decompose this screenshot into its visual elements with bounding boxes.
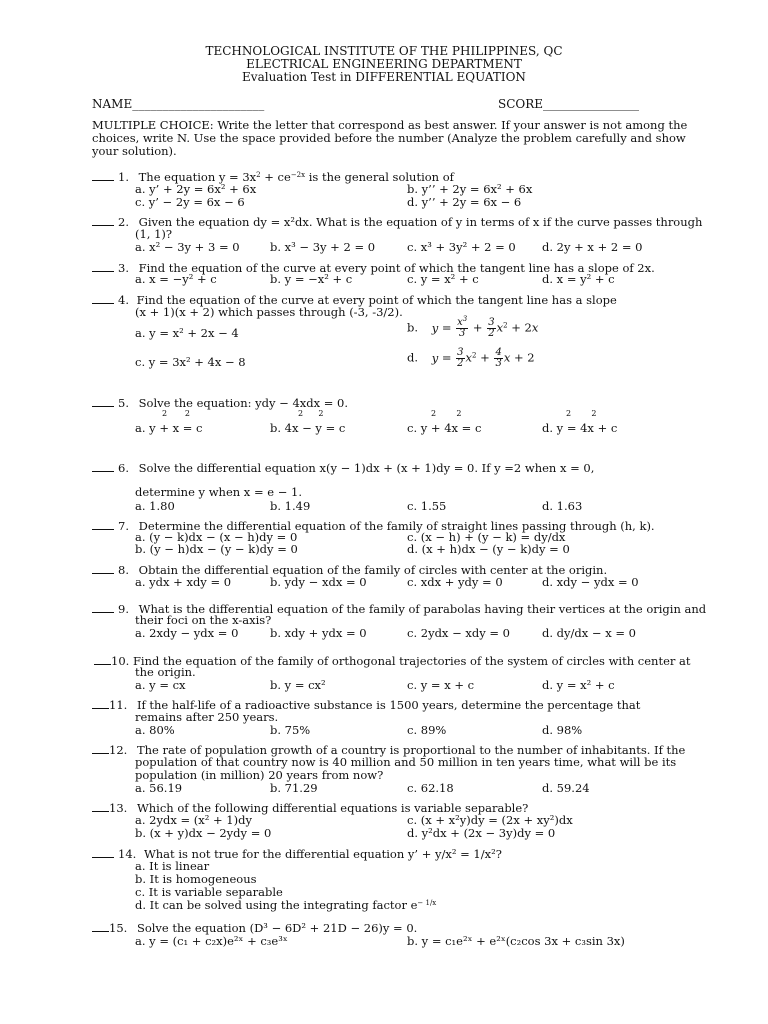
answer-blank[interactable] [92,801,109,812]
q10-choice-c[interactable]: c. y = x + c [407,678,475,692]
q13-choice-a[interactable]: a. 2ydx = (x² + 1)dy [135,813,252,827]
institution-name: TECHNOLOGICAL INSTITUTE OF THE PHILIPPINES, QC [205,44,563,58]
question-13: 13. Which of the following differential equations is variable separable? [92,801,528,815]
q4-choice-d[interactable]: d. y = $\frac{3}{2}$ $x^2$ + $\frac{4}{3}$ x + 2 [407,347,535,369]
q12-stem-cont: population (in million) 20 years from now? [135,768,384,782]
instructions-line-1: MULTIPLE CHOICE: Write the letter that correspond as best answer. If your answer is not among the [92,118,688,132]
q5-exponent-marks: 2 2 [162,409,190,418]
question-2: 2. Given the equation dy = x²dx. What is the equation of y in terms of x if the curve passes through [92,215,702,229]
q10-choice-a[interactable]: a. y = cx [135,678,186,692]
q14-choice-d[interactable]: d. It can be solved using the integrating factor $e^{- 1/x}$ [135,898,437,912]
answer-blank[interactable] [92,215,114,226]
q6-choice-b[interactable]: b. 1.49 [270,499,311,513]
question-11: 11. If the half-life of a radioactive substance is 1500 years, determine the percentage that [92,698,640,712]
q11-choice-c[interactable]: c. 89% [407,723,447,737]
q12-choice-d[interactable]: d. 59.24 [542,781,590,795]
q8-choice-c[interactable]: c. xdx + ydy = 0 [407,575,503,589]
q2-choice-b[interactable]: b. x³ − 3y + 2 = 0 [270,240,376,254]
q12-stem-cont: population of that country now is 40 million and 50 million in ten years time, what will be its [135,755,677,769]
q4-choice-b[interactable]: b. y = $\frac{x^3}{3}$ + $\frac{3}{2}$ $x^2 + 2x$ [407,315,539,339]
q10-choice-d[interactable]: d. y = x² + c [542,678,615,692]
q7-choice-c[interactable]: c. (x − h) + (y − k) = dy/dx [407,530,566,544]
answer-blank[interactable] [92,847,114,858]
q2-choice-c[interactable]: c. x³ + 3y² + 2 = 0 [407,240,516,254]
name-field[interactable]: NAME______________________ [92,97,265,111]
question-3: 3. Find the equation of the curve at every point of which the tangent line has a slope of 2x. [92,261,655,275]
q5-choice-a[interactable]: a. y + x = c [135,421,203,435]
answer-blank[interactable] [92,519,114,530]
question-6: 6. Solve the differential equation x(y − 1)dx + (x + 1)dy = 0. If y =2 when x = 0, [92,461,594,475]
answer-blank[interactable] [92,563,114,574]
question-7: 7. Determine the differential equation of the family of straight lines passing through (h, k). [92,519,655,533]
q3-choice-c[interactable]: c. y = x² + c [407,272,479,286]
q14-choice-a[interactable]: a. It is linear [135,859,210,873]
score-field[interactable]: SCORE________________ [498,97,640,111]
question-12: 12. The rate of population growth of a country is proportional to the number of inhabitants. If the [92,743,685,757]
answer-blank[interactable] [92,396,114,407]
q13-choice-c[interactable]: c. (x + x²y)dy = (2x + xy²)dx [407,813,573,827]
q2-stem-cont: (1, 1)? [135,227,173,241]
instructions-line-2: choices, write N. Use the space provided before the number (Analyze the problem carefully and show [92,131,686,145]
q11-choice-a[interactable]: a. 80% [135,723,175,737]
q11-choice-d[interactable]: d. 98% [542,723,583,737]
q4-choice-c[interactable]: c. y = 3x² + 4x − 8 [135,355,246,369]
q5-choice-c[interactable]: c. y + 4x = c [407,421,482,435]
q5-choice-d[interactable]: d. y = 4x + c [542,421,618,435]
q12-choice-a[interactable]: a. 56.19 [135,781,183,795]
answer-blank[interactable] [92,921,109,932]
q6-choice-c[interactable]: c. 1.55 [407,499,447,513]
q10-choice-b[interactable]: b. y = cx² [270,678,326,692]
q1-choice-a[interactable]: a. y’ + 2y = 6x² + 6x [135,182,257,196]
answer-blank[interactable] [92,698,109,709]
q13-choice-b[interactable]: b. (x + y)dx − 2ydy = 0 [135,826,272,840]
q15-choice-a[interactable]: a. y = (c₁ + c₂x)e²ˣ + c₃e³ˣ [135,934,288,948]
q11-choice-b[interactable]: b. 75% [270,723,311,737]
q7-choice-d[interactable]: d. (x + h)dx − (y − k)dy = 0 [407,542,570,556]
q5-choice-b[interactable]: b. 4x − y = c [270,421,346,435]
q5-exponent-marks: 2 2 [566,409,597,418]
q3-choice-a[interactable]: a. x = −y² + c [135,272,217,286]
q8-choice-a[interactable]: a. ydx + xdy = 0 [135,575,232,589]
answer-blank[interactable] [92,602,114,613]
question-14: 14. What is not true for the differential equation y’ + y/x² = 1/x²? [92,847,502,861]
answer-blank[interactable] [92,461,114,472]
q6-choice-d[interactable]: d. 1.63 [542,499,583,513]
question-10: 10. Find the equation of the family of orthogonal trajectories of the system of circles with center at [94,654,691,668]
test-title: Evaluation Test in DIFFERENTIAL EQUATION [242,70,526,84]
q12-choice-c[interactable]: c. 62.18 [407,781,454,795]
q6-choice-a[interactable]: a. 1.80 [135,499,175,513]
q15-choice-b[interactable]: b. y = c₁e²ˣ + e²ˣ(c₂cos 3x + c₃sin 3x) [407,934,625,948]
q10-stem-cont: the origin. [135,665,196,679]
answer-blank[interactable] [92,743,109,754]
q2-choice-a[interactable]: a. x² − 3y + 3 = 0 [135,240,240,254]
q2-choice-d[interactable]: d. 2y + x + 2 = 0 [542,240,643,254]
q4-stem-cont: (x + 1)(x + 2) which passes through (-3, -3/2). [135,305,403,319]
answer-blank[interactable] [92,170,114,181]
question-5: 5. Solve the equation: ydy − 4xdx = 0. [92,396,348,410]
q7-choice-b[interactable]: b. (y − h)dx − (y − k)dy = 0 [135,542,298,556]
instructions-line-3: your solution). [92,144,177,158]
q3-choice-b[interactable]: b. y = −x² + c [270,272,353,286]
q12-choice-b[interactable]: b. 71.29 [270,781,318,795]
question-4: 4. Find the equation of the curve at every point of which the tangent line has a slope [92,293,617,307]
q4-choice-a[interactable]: a. y = x² + 2x − 4 [135,326,239,340]
question-8: 8. Obtain the differential equation of the family of circles with center at the origin. [92,563,607,577]
q9-stem-cont: their foci on the x-axis? [135,613,272,627]
question-15: 15. Solve the equation (D³ − 6D² + 21D − 26)y = 0. [92,921,417,935]
q8-choice-b[interactable]: b. ydy − xdx = 0 [270,575,367,589]
q6-stem-cont: determine y when x = e − 1. [135,485,302,499]
q5-exponent-marks: 2 2 [431,409,462,418]
question-9: 9. What is the differential equation of the family of parabolas having their vertices at the origin and [92,602,706,616]
q14-choice-b[interactable]: b. It is homogeneous [135,872,257,886]
q13-choice-d[interactable]: d. y²dx + (2x − 3y)dy = 0 [407,826,556,840]
q5-exponent-marks: 2 2 [298,409,324,418]
answer-blank[interactable] [92,261,114,272]
q9-choice-c[interactable]: c. 2ydx − xdy = 0 [407,626,510,640]
q8-choice-d[interactable]: d. xdy − ydx = 0 [542,575,639,589]
answer-blank[interactable] [94,654,111,665]
q9-choice-d[interactable]: d. dy/dx − x = 0 [542,626,636,640]
q1-choice-c[interactable]: c. y’ − 2y = 6x − 6 [135,195,245,209]
department-name: ELECTRICAL ENGINEERING DEPARTMENT [246,57,522,71]
q9-choice-a[interactable]: a. 2xdy − ydx = 0 [135,626,239,640]
answer-blank[interactable] [92,293,114,304]
q1-choice-b[interactable]: b. y’’ + 2y = 6x² + 6x [407,182,533,196]
q9-choice-b[interactable]: b. xdy + ydx = 0 [270,626,367,640]
question-1: 1. The equation $y = 3x^2 + ce^{-2x}$ is the general solution of [92,170,454,184]
q7-choice-a[interactable]: a. (y − k)dx − (x − h)dy = 0 [135,530,298,544]
q3-choice-d[interactable]: d. x = y² + c [542,272,615,286]
q14-choice-c[interactable]: c. It is variable separable [135,885,283,899]
q1-choice-d[interactable]: d. y’’ + 2y = 6x − 6 [407,195,522,209]
q11-stem-cont: remains after 250 years. [135,710,279,724]
